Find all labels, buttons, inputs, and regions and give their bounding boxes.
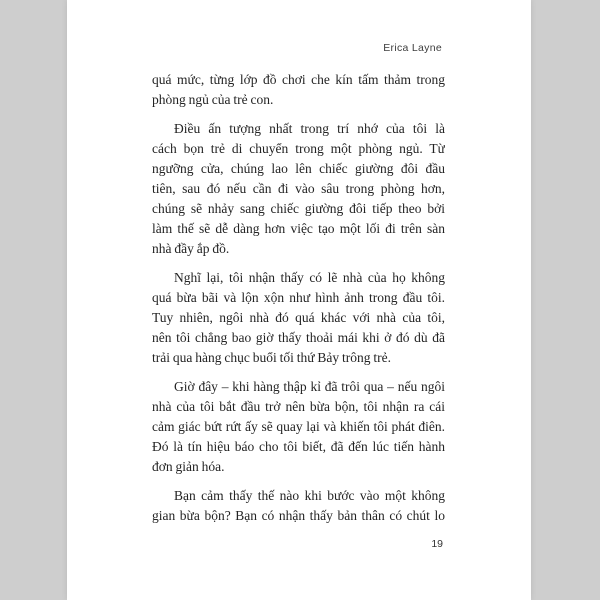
text-line: đơn giản hóa. bbox=[152, 459, 225, 474]
text-line: quá bừa bãi và lộn xộn như hình ảnh trong đầu tôi. bbox=[152, 290, 445, 305]
text-line: nhà của tôi bắt đầu trở nên bừa bộn, tôi nhận ra cái bbox=[152, 399, 445, 414]
paragraph bbox=[152, 486, 445, 526]
text-line: chúng sẽ nhảy sang chiếc giường đôi tiếp theo bởi bbox=[152, 201, 445, 216]
text-line: nên tôi chẳng bao giờ thấy thoải mái khi ở đó dù đã bbox=[152, 330, 445, 345]
text-line: Bạn cảm thấy thế nào khi bước vào một không bbox=[174, 488, 445, 503]
paragraph bbox=[152, 268, 445, 368]
text-line: ngưỡng cửa, chúng lao lên chiếc giường đôi đầu bbox=[152, 161, 445, 176]
text-line: phòng ngủ của trẻ con. bbox=[152, 92, 274, 107]
page-number: 19 bbox=[431, 538, 443, 550]
paragraph bbox=[152, 119, 445, 259]
text-line: Nghĩ lại, tôi nhận thấy có lẽ nhà của họ không bbox=[174, 270, 445, 285]
text-line: quá mức, từng lớp đồ chơi che kín tấm thảm trong bbox=[152, 72, 445, 87]
text-line: Đó là tín hiệu báo cho tôi biết, đã đến lúc tiến hành bbox=[152, 439, 445, 454]
text-line: cách bọn trẻ di chuyển trong một phòng ngủ. Từ bbox=[152, 141, 445, 156]
text-line: trải qua hàng chục buổi tối thứ Bảy trông trẻ. bbox=[152, 350, 392, 365]
running-header-author: Erica Layne bbox=[383, 42, 442, 54]
text-line: cảm giác bứt rứt ấy sẽ quay lại và khiến tôi phát điên. bbox=[152, 419, 445, 434]
text-line: nhà đầy ắp đồ. bbox=[152, 241, 230, 256]
text-line: Điều ấn tượng nhất trong trí nhớ của tôi là bbox=[174, 121, 445, 136]
text-line: gian bừa bộn? Bạn có nhận thấy bản thân có chút lo bbox=[152, 508, 445, 523]
text-line: làm thế sẽ dễ dàng hơn việc tạo một lối đi trên sàn bbox=[152, 221, 445, 236]
paragraph bbox=[152, 70, 445, 110]
text-line: tiên, sau đó nếu cần đi vào sâu trong phòng hơn, bbox=[152, 181, 445, 196]
paragraph bbox=[152, 377, 445, 477]
text-line: Tuy nhiên, ngôi nhà đó quá khác với nhà của tôi, bbox=[152, 310, 445, 325]
text-line: Giờ đây – khi hàng thập kỉ đã trôi qua – nếu ngôi bbox=[174, 379, 445, 394]
book-page bbox=[67, 0, 531, 600]
page-body bbox=[152, 70, 445, 526]
